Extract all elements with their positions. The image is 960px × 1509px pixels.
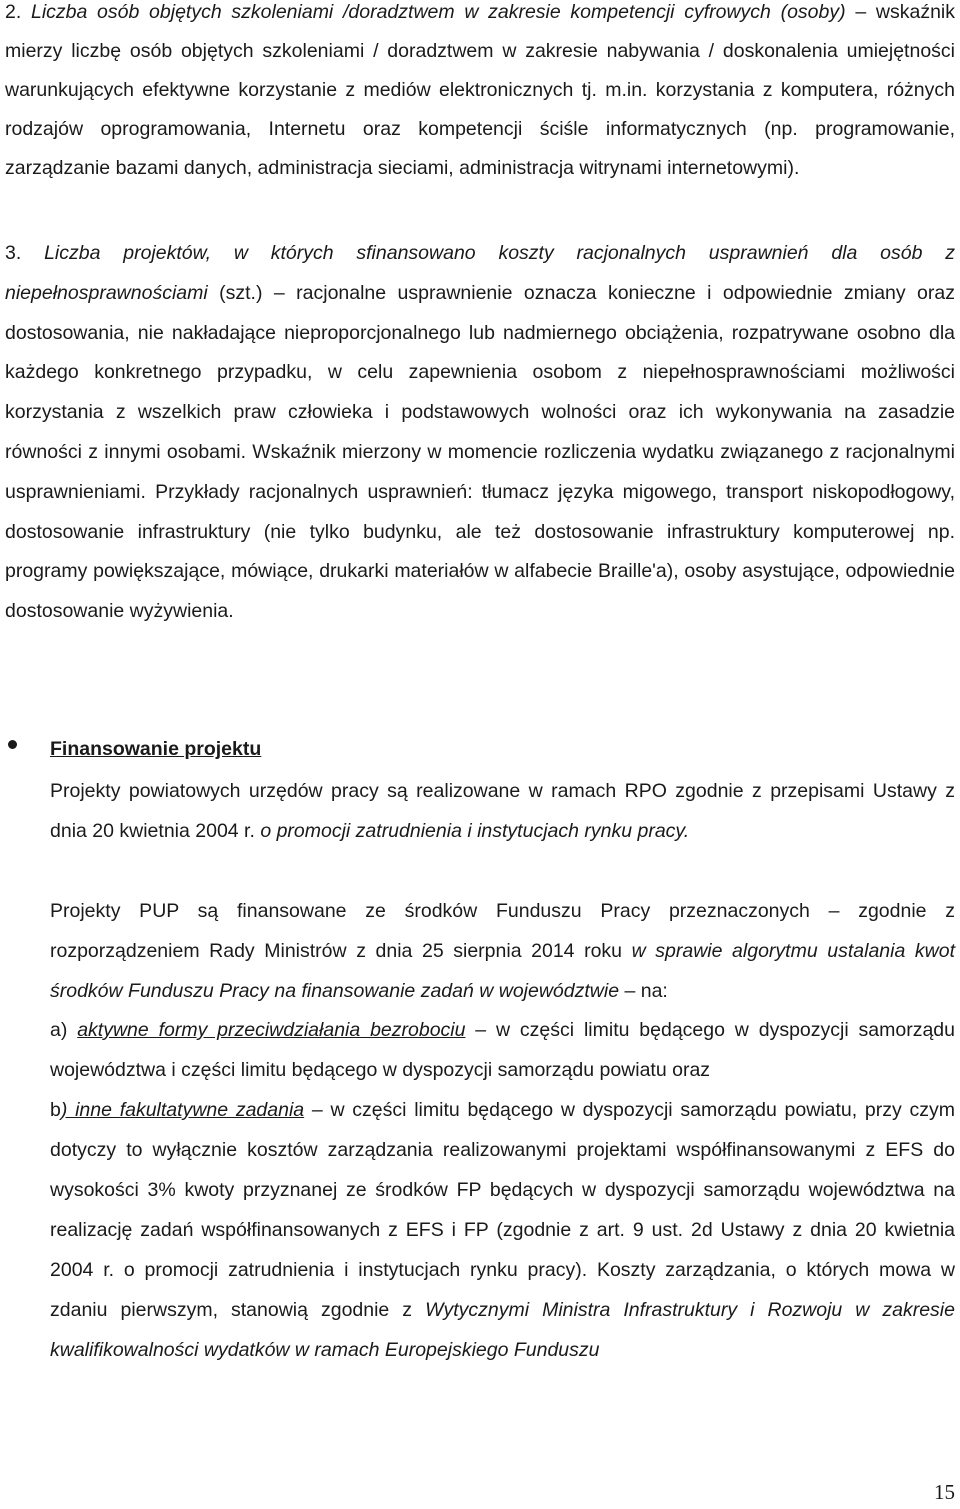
item-a-text: – w części limitu będącego w dyspozycji samorządu województwa i części limitu będącego w dyspozycji samorządu powiatu oraz [50, 1019, 955, 1081]
indicator-3-unit: (szt.) [207, 281, 263, 304]
item-b-label: b [50, 1099, 61, 1121]
indicator-3-description: – racjonalne usprawnienie oznacza konieczne i odpowiednie zmiany oraz dostosowania, nie nakładające nieproporcjonalnego lub nadmiernego obciążenia, rozpatrywane osobno dla każdego konkretnego przypadku, w celu zapewnienia osobom z niepełnosprawnościami możliwości korzystania z wszelkich praw człowieka i podstawowych wolności oraz ich wykonywania na zasadzie równości z innymi osobami. Wskaźnik mierzony w momencie rozliczenia wydatku związanego z racjonalnymi usprawnieniami. Przykłady racjonalnych usprawnień: tłumacz języka migowego, transport niskopodłogowy, dostosowanie infrastruktury (nie tylko budynku, ale też dostosowanie infrastruktury komputerowej np. programy powiększające, mówiące, drukarki materiałów w alfabecie Braille'a), osoby asystujące, odpowiednie dostosowanie wyżywienia. [5, 281, 955, 623]
page-number: 15 [934, 1480, 955, 1504]
financing-rpo-act-title: o promocji zatrudnienia i instytucjach rynku pracy. [260, 820, 690, 842]
financing-rpo-text: Projekty powiatowych urzędów pracy są realizowane w ramach RPO zgodnie z przepisami Ustawy z dnia 20 kwietnia 2004 r. [50, 780, 955, 842]
financing-item-a [50, 1010, 955, 1090]
indicator-3-title: Liczba projektów, w których sfinansowano koszty racjonalnych usprawnień dla osób z niepełnosprawnościami [5, 242, 955, 304]
indicator-3-number: 3. [5, 242, 45, 264]
bullet-icon [8, 740, 17, 749]
financing-pup-text: Projekty PUP są finansowane ze środków Funduszu Pracy przeznaczonych – zgodnie z rozporządzeniem Rady Ministrów z dnia 25 sierpnia 2014 roku [50, 900, 955, 962]
financing-pup-tail: – na: [619, 980, 668, 1002]
item-b-guidelines-title: Wytycznymi Ministra Infrastruktury i Rozwoju w zakresie kwalifikowalności wydatków w ramach Europejskiego Funduszu [50, 1299, 955, 1361]
item-a-label: a) [50, 1019, 78, 1041]
item-b-title: ) inne fakultatywne zadania [60, 1099, 305, 1121]
financing-item-b [50, 1090, 955, 1370]
item-a-title: aktywne formy przeciwdziałania bezrobociu [77, 1019, 466, 1041]
indicator-3-paragraph [5, 234, 955, 632]
indicator-2-number: 2. [5, 1, 31, 23]
financing-paragraph-rpo [50, 771, 955, 851]
indicator-2-paragraph [5, 0, 955, 188]
indicator-2-description: – wskaźnik mierzy liczbę osób objętych szkoleniami / doradztwem w zakresie nabywania / doskonalenia umiejętności warunkujących efektywne korzystanie z mediów elektronicznych tj. m.in. korzystania z komputera, różnych rodzajów oprogramowania, Internetu oraz kompetencji ściśle informatycznych (np. programowanie, zarządzanie bazami danych, administracja sieciami, administracja witrynami internetowymi). [5, 1, 955, 179]
indicator-2-title: Liczba osób objętych szkoleniami /doradztwem w zakresie kompetencji cyfrowych (osoby) [30, 1, 846, 23]
financing-paragraph-pup [50, 891, 955, 1011]
item-b-text: – w części limitu będącego w dyspozycji samorządu powiatu, przy czym dotyczy to wyłącznie kosztów zarządzania realizowanymi projektami współfinansowanymi z EFS do wysokości 3% kwoty przyznanej ze środków FP będących w dyspozycji samorządu województwa na realizację zadań współfinansowanych z EFS i FP (zgodnie z art. 9 ust. 2d Ustawy z dnia 20 kwietnia 2004 r. o promocji zatrudnienia i instytucjach rynku pracy). Koszty zarządzania, o których mowa w zdaniu pierwszym, stanowią zgodnie z [50, 1099, 955, 1321]
section-heading-financing: Finansowanie projektu [50, 738, 262, 760]
financing-pup-regulation-title: w sprawie algorytmu ustalania kwot środków Funduszu Pracy na finansowanie zadań w województwie [50, 940, 955, 1002]
